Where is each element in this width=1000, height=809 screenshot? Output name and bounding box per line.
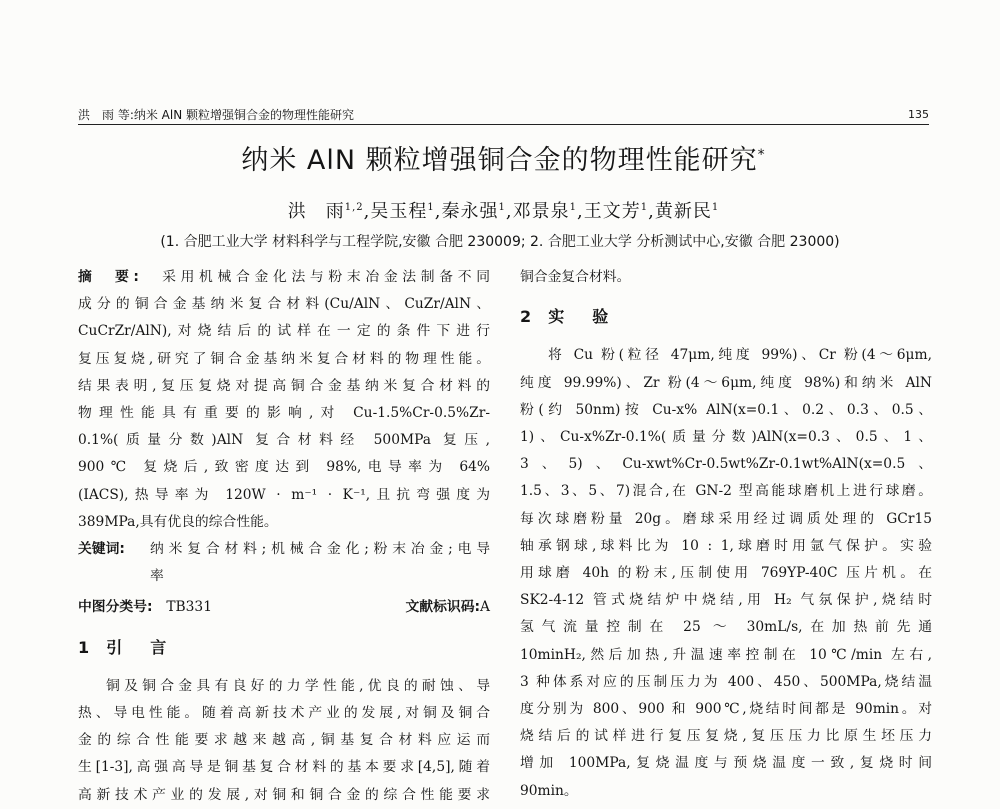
author-name: 洪 雨 — [287, 201, 345, 222]
section-title: 引 言 — [106, 637, 173, 657]
body-line: 每次球磨粉量 20g。磨球采用经过调质处理的 GCr15 — [520, 510, 932, 527]
keywords-line: 纳米复合材料;机械合金化;粉末冶金;电导 — [150, 541, 490, 558]
body-line: 铜及铜合金具有良好的力学性能,优良的耐蚀、导 — [106, 677, 490, 694]
body-line: 高新技术产业的发展,对铜和铜合金的综合性能要求 — [78, 786, 490, 803]
section-heading-intro — [78, 634, 490, 661]
author-affiliation-mark: 1 — [640, 202, 649, 213]
body-line: SK2-4-12 管式烧结炉中烧结,用 H₂ 气氛保护,烧结时 — [520, 592, 932, 609]
clc-value: TB331 — [166, 599, 212, 616]
author-name: 秦永强 — [441, 201, 499, 222]
paper-title — [78, 138, 929, 177]
keywords-line: 率 — [150, 568, 164, 585]
abstract — [78, 264, 490, 536]
keywords — [78, 536, 490, 590]
author-affiliation-mark: 1 — [569, 202, 577, 213]
body-line: 90min。 — [520, 782, 578, 799]
body-line: 3 种体系对应的压制压力为 400、450、500MPa,烧结温 — [520, 673, 932, 690]
abstract-line: (IACS),热导率为 120W · m⁻¹ · K⁻¹,且抗弯强度为 — [78, 486, 490, 503]
running-header — [78, 104, 929, 125]
abstract-line — [78, 264, 490, 291]
abstract-line: 结果表明,复压复烧对提高铜合金基纳米复合材料的 — [78, 377, 490, 394]
body-line: 3、5)、Cu-xwt%Cr-0.5wt%Zr-0.1wt%AlN(x=0.5、 — [520, 456, 932, 473]
clc-number — [78, 594, 212, 621]
abstract-label: 摘 要: — [78, 269, 139, 285]
classification-row — [78, 594, 490, 621]
author-affiliation-mark: 1 — [427, 202, 435, 213]
paper-title-text: 纳米 AlN 颗粒增强铜合金的物理性能研究 — [241, 145, 758, 176]
section-heading-experiment — [520, 303, 932, 330]
abstract-line: 389MPa,具有优良的综合性能。 — [78, 513, 278, 530]
abstract-line: 复压复烧,研究了铜合金基纳米复合材料的物理性能。 — [78, 350, 490, 367]
body-line: 1)、Cu-x%Zr-0.1%(质量分数)AlN(x=0.3、0.5、1、 — [520, 429, 932, 446]
author-affiliation-mark: 1 — [498, 202, 506, 213]
body-line: 增加 100MPa,复烧温度与预烧温度一致,复烧时间 — [520, 755, 932, 772]
author-name: 吴玉程 — [370, 201, 428, 222]
section-title: 实 验 — [548, 307, 615, 327]
left-column — [78, 264, 490, 809]
section-number: 1 — [78, 637, 96, 657]
author-list: 洪 雨$^{1,2}$,吴玉程$^1$,秦永强$^1$,邓景泉$^1$,王文芳$^1$,黄新民$^1$ — [287, 201, 720, 222]
abstract-line: 900℃ 复烧后,致密度达到 98%,电导率为 64% — [78, 459, 490, 476]
document-code-label: 文献标识码: — [405, 599, 481, 616]
body-line: 纯度 99.99%)、Zr 粉(4～6μm,纯度 98%)和纳米 AlN — [520, 374, 932, 391]
section-number: 2 — [520, 307, 538, 327]
author-name: 王文芳 — [583, 201, 641, 222]
page-number: 135 — [908, 108, 929, 121]
clc-label: 中图分类号: — [78, 599, 153, 616]
abstract-line: 0.1%(质量分数)AlN 复合材料经 500MPa 复压, — [78, 432, 490, 449]
body-line: 1.5、3、5、7)混合,在 GN-2 型高能球磨机上进行球磨。 — [520, 483, 932, 500]
affiliations: (1. 合肥工业大学 材料科学与工程学院,安徽 合肥 230009; 2. 合肥工业大学 分析测试中心,安徽 合肥 23000) — [160, 234, 840, 250]
body-line: 度分别为 800、900 和 900℃,烧结时间都是 90min。对 — [520, 701, 932, 718]
body-line: 粉(约 50nm)按 Cu-x% AlN(x=0.1、0.2、0.3、0.5、 — [520, 401, 932, 418]
body-line: 氢气流量控制在 25 ～ 30mL/s,在加热前先通 — [520, 619, 932, 636]
right-column — [520, 264, 932, 805]
title-footnote-mark: * — [757, 147, 766, 163]
body-line: 烧结后的试样进行复压复烧,复压压力比原生坯压力 — [520, 728, 932, 745]
body-line: 铜合金复合材料。 — [520, 269, 631, 285]
author-affiliation-mark: 1,2 — [344, 202, 364, 213]
running-header-title: 洪 雨 等:纳米 AlN 颗粒增强铜合金的物理性能研究 — [78, 108, 355, 122]
body-line: 轴承钢球,球料比为 10 : 1,球磨时用氩气保护。实验 — [520, 537, 932, 554]
body-line: 10minH₂,然后加热,升温速率控制在 10℃/min 左右, — [520, 646, 932, 663]
body-line: 热、导电性能。随着高新技术产业的发展,对铜及铜合 — [78, 705, 490, 722]
author-name: 黄新民 — [654, 201, 712, 222]
document-code-value: A — [480, 599, 490, 616]
document-code — [406, 594, 490, 621]
abstract-line: 物理性能具有重要的影响,对 Cu-1.5%Cr-0.5%Zr- — [78, 405, 490, 422]
author-affiliation-mark: 1 — [711, 202, 720, 213]
abstract-line: CuCrZr/AlN),对烧结后的试样在一定的条件下进行 — [78, 323, 490, 340]
body-line: 将 Cu 粉(粒径 47μm,纯度 99%)、Cr 粉(4～6μm, — [548, 347, 932, 364]
body-line: 生[1-3],高强高导是铜基复合材料的基本要求[4,5],随着 — [78, 759, 490, 776]
body-line: 金的综合性能要求越来越高,铜基复合材料应运而 — [78, 732, 490, 749]
author-name: 邓景泉 — [512, 201, 570, 222]
body-line: 用球磨 40h 的粉末,压制使用 769YP-40C 压片机。在 — [520, 565, 932, 582]
keywords-label: 关键词: — [78, 541, 125, 558]
abstract-line: 成分的铜合金基纳米复合材料(Cu/AlN、CuZr/AlN、 — [78, 296, 490, 313]
abstract-text: 采用机械合金化法与粉末冶金法制备不同 — [162, 269, 490, 285]
